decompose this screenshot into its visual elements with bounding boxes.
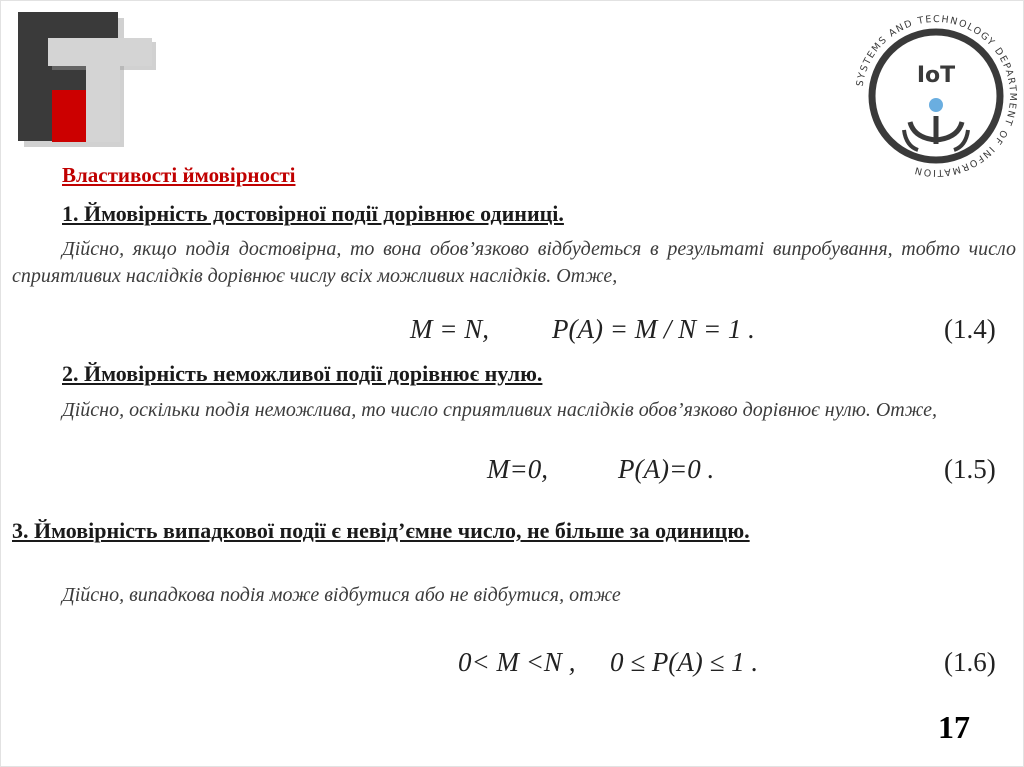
formula-3-number: (1.6)	[944, 647, 996, 677]
formula-1-5	[0, 454, 1024, 488]
property-2-title: 2. Ймовірність неможливої події дорівнює нулю.	[62, 361, 543, 386]
formula-1-4	[0, 314, 1024, 348]
formula-3-right: 0 ≤ P(A) ≤ 1 .	[610, 647, 759, 677]
formula-2-right: P(A)=0 .	[618, 454, 715, 484]
property-1-title: 1. Ймовірність достовірної події дорівнює одиниці.	[62, 201, 564, 226]
svg-text:SYSTEMS AND TECHNOLOGY DEPARTM	[855, 14, 1018, 178]
property-3-paragraph: Дійсно, випадкова подія може відбутися або не відбутися, отже	[62, 584, 621, 606]
iot-department-logo	[848, 4, 1024, 184]
formula-1-6	[0, 647, 1024, 681]
formula-1-number: (1.4)	[944, 314, 996, 344]
formula-2-left: M=0,	[487, 454, 548, 484]
ft-logo	[18, 12, 156, 147]
property-1-paragraph: Дійсно, якщо подія достовірна, то вона обов’язково відбудеться в результаті випробування, тобто число сприятливих наслідків дорівнює числу всіх можливих наслідків. Отже,	[12, 238, 1016, 287]
section-heading: Властивості ймовірності	[62, 163, 296, 187]
formula-2-number: (1.5)	[944, 454, 996, 484]
formula-1-left: M = N,	[410, 314, 489, 344]
iot-dot-icon	[929, 98, 943, 112]
iot-center-text: IoT	[916, 63, 956, 88]
iot-ring-text: SYSTEMS AND TECHNOLOGY DEPARTMENT OF INFORMATION	[854, 13, 1019, 179]
formula-1-right: P(A) = M / N = 1 .	[552, 314, 755, 344]
property-3-title: 3. Ймовірність випадкової події є невід’ємне число, не більше за одиницю.	[12, 518, 750, 543]
property-2-paragraph: Дійсно, оскільки подія неможлива, то число сприятливих наслідків обов’язково дорівнює нулю. Отже,	[62, 399, 937, 421]
page-number: 17	[938, 709, 970, 745]
formula-3-left: 0< M <N ,	[458, 647, 576, 677]
